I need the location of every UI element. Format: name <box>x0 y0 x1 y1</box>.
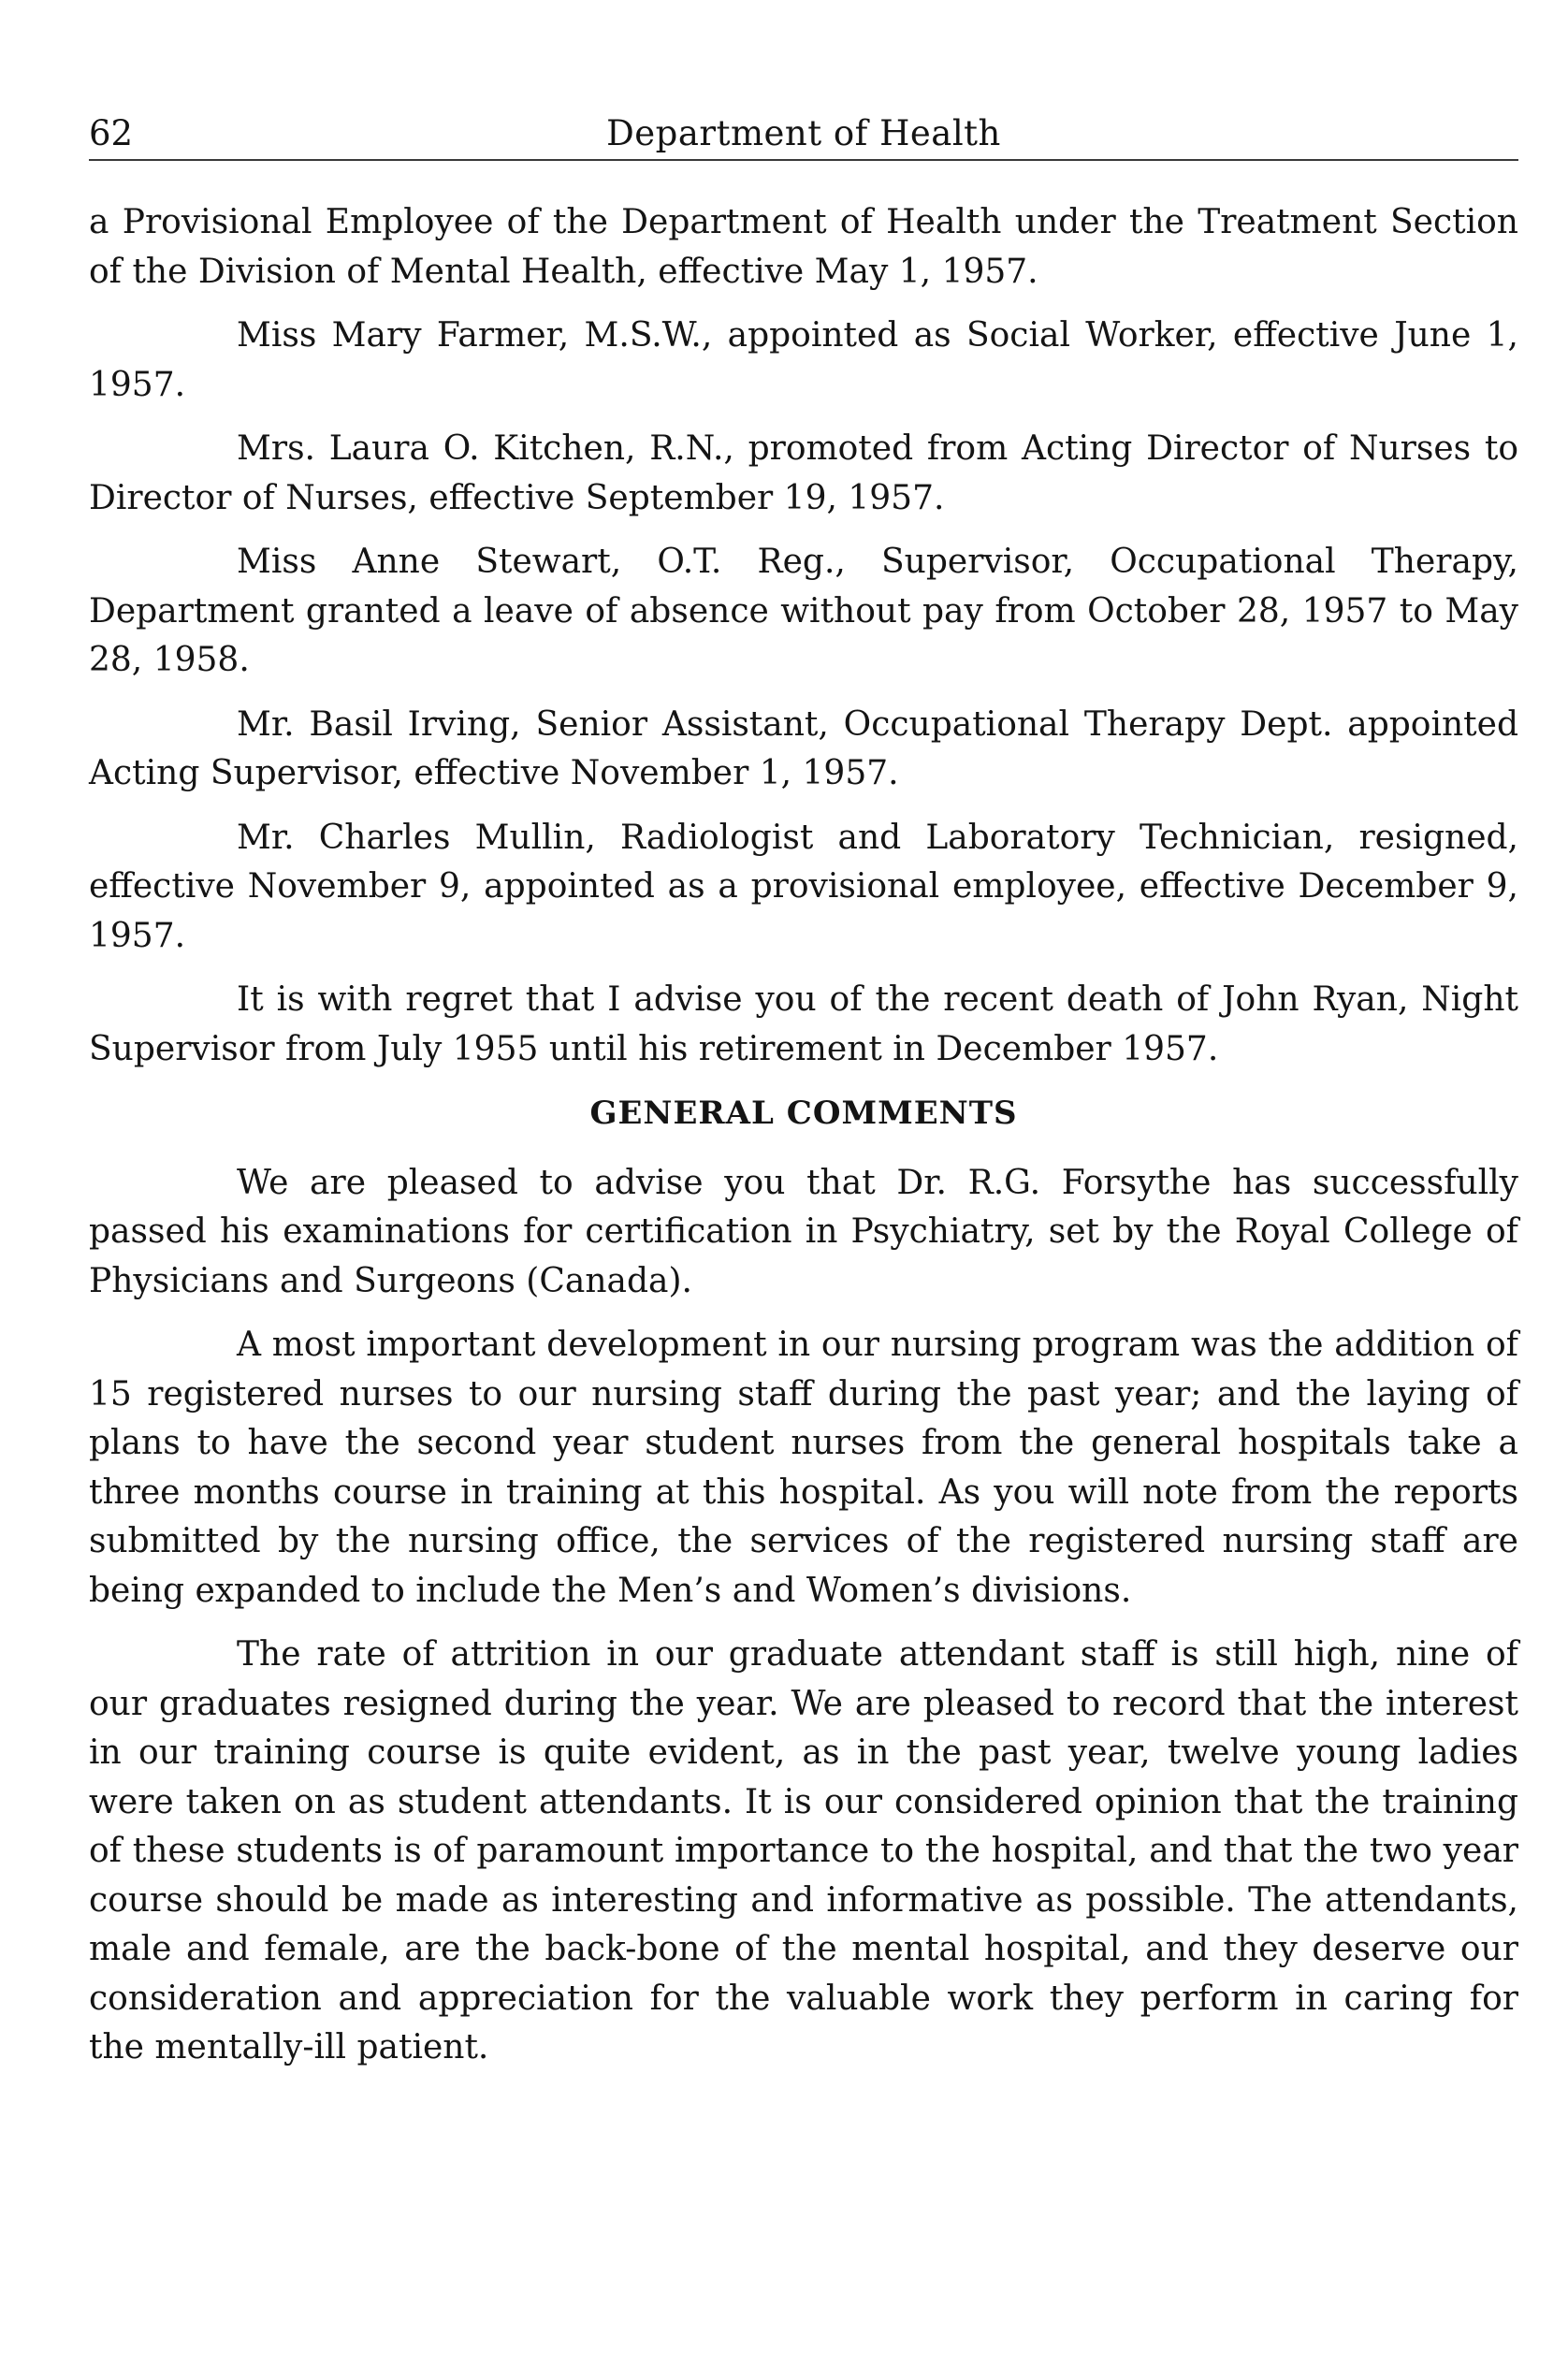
paragraph-staff-stewart: Miss Anne Stewart, O.T. Reg., Supervisor, Occupational Therapy, Department granted a leave of absence without pay from October 28, 1957 to May 28, 1958. <box>89 543 1518 679</box>
paragraph-staff-mullin: Mr. Charles Mullin, Radiologist and Laboratory Technician, resigned, effective November 9, appointed as a provisional employee, effective December 9, 1957. <box>89 818 1518 955</box>
paragraph-staff-irving: Mr. Basil Irving, Senior Assistant, Occupational Therapy Dept. appointed Acting Supervisor, effective November 1, 1957. <box>89 704 1518 792</box>
page-number: 62 <box>89 113 134 153</box>
paragraph-certification: We are pleased to advise you that Dr. R.G. Forsythe has successfully passed his examinations for certification in Psychiatry, set by the Royal College of Physicians and Surgeons (Canada). <box>89 1163 1518 1300</box>
paragraph-attendant-staff: The rate of attrition in our graduate attendant staff is still high, nine of our graduates resigned during the year. We are pleased to record that the interest in our training course is quite evident, as in the past year, twelve young ladies were taken on as student attendants. It is our considered opinion that the training of these students is of paramount importance to the hospital, and that the two year course should be made as interesting and informative as possible. The attendants, male and female, are the back-bone of the mental hospital, and they deserve our consideration and appreciation for the valuable work they perform in caring for the mentally-ill patient. <box>89 1635 1518 2066</box>
paragraph-continuation: a Provisional Employee of the Department of Health under the Treatment Section of the Division of Mental Health, effective May 1, 1957. <box>89 203 1518 291</box>
header-rule <box>89 159 1518 161</box>
paragraph-death-notice: It is with regret that I advise you of the recent death of John Ryan, Night Supervisor from July 1955 until his retirement in December 1957. <box>89 980 1518 1068</box>
body-text <box>89 198 1518 2088</box>
paragraph-staff-kitchen: Mrs. Laura O. Kitchen, R.N., promoted from Acting Director of Nurses to Director of Nurses, effective September 19, 1957. <box>89 429 1518 517</box>
page-header <box>89 101 1518 167</box>
running-head: Department of Health <box>606 113 1001 153</box>
paragraph-staff-farmer: Miss Mary Farmer, M.S.W., appointed as Social Worker, effective June 1, 1957. <box>89 316 1518 404</box>
section-heading: GENERAL COMMENTS <box>589 1095 1018 1132</box>
paragraph-nursing-program: A most important development in our nursing program was the addition of 15 registered nurses to our nursing staff during the past year; and the laying of plans to have the second year student nurses from the general hospitals take a three months course in training at this hospital. As you will note from the reports submitted by the nursing office, the services of the registered nursing staff are being expanded to include the Men’s and Women’s divisions. <box>89 1326 1518 1610</box>
